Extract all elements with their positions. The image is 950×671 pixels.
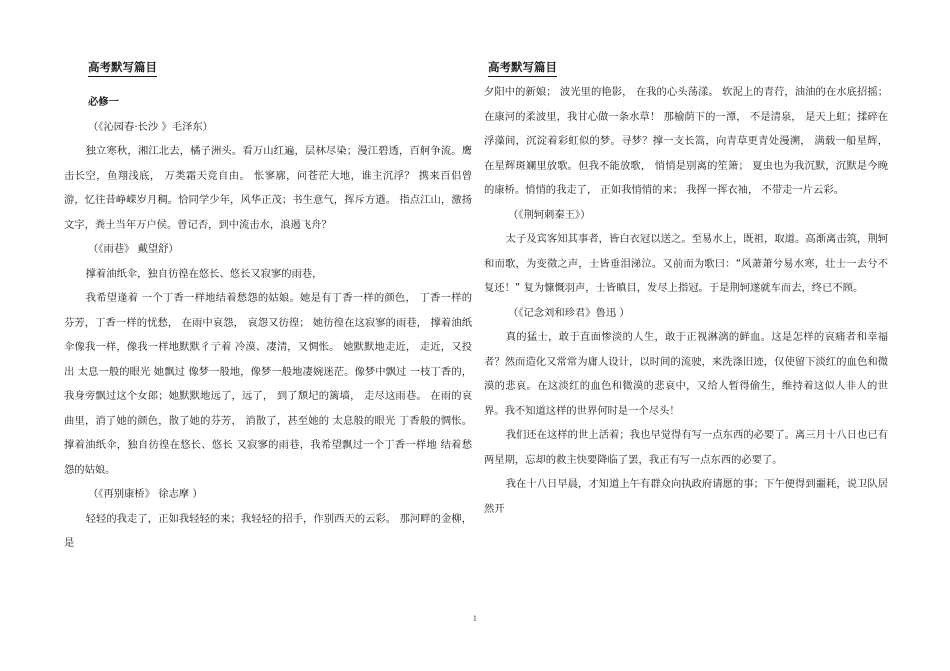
- page-number: 1: [472, 615, 478, 623]
- text4-source: （《荆轲刺秦王》）: [508, 208, 591, 221]
- text5-paragraph-2: 我们还在这样的世上活着；我也早觉得有写一点东西的必要了。离三月十八日也已有两星期，忘却的救主快要降临了罢，我正有写一点东西的必要了。: [484, 429, 888, 466]
- poem1-source: （《沁园春·长沙 》毛泽东）: [88, 120, 213, 133]
- poem2-paragraph-2: 我希望逢着 一个丁香一样地结着愁怨的姑娘。她是有丁香一样的颜色， 丁香一样的芬芳，丁香一样的忧愁， 在雨中哀怨， 哀怨又彷徨； 她彷徨在这寂寥的雨巷， 撑着油纸伞像我一样，像我一样地默默彳亍着 冷漠、凄清，又惆怅。 她默默地走近， 走近，又投出 太息一般的眼光 她飘过 像梦一般地，像梦一般地凄婉迷茫。像梦中飘过 一枝丁香的， 我身旁飘过这个女郎；她默默地远了，远了， 到了颓圮的篱墙， 走尽这雨巷。 在雨的哀曲里，消了她的颜色，散了她的芬芳， 消散了，甚至她的 太息般的眼光 丁香般的惆怅。 撑着油纸伞，独自彷徨在悠长、悠长 又寂寥的雨巷，我希望飘过一个丁香一样地 结着愁怨的姑娘。: [64, 292, 472, 476]
- poem2-paragraph-1: 撑着油纸伞，独自彷徨在悠长、悠长又寂寥的雨巷，: [85, 267, 323, 280]
- section-title: 必修一: [88, 96, 119, 108]
- poem3-continuation: 夕阳中的新娘； 波光里的艳影， 在我的心头荡漾。 软泥上的青荇，油油的在水底招摇；在康河的柔波里，我甘心做一条水草！ 那榆荫下的一潭， 不是清泉， 是天上虹；揉碎在浮藻间，沉淀着彩虹似的梦。寻梦？撑一支长篙，向青草更青处漫溯， 满载一船星辉， 在星辉斑斓里放歌。但我不能放歌， 悄悄是别离的笙箫； 夏虫也为我沉默，沉默是今晚的康桥。悄悄的我走了， 正如我悄悄的来； 我挥一挥衣袖， 不带走一片云彩。: [484, 86, 888, 196]
- text5-paragraph-3: 我在十八日早晨，才知道上午有群众向执政府请愿的事；下午便得到噩耗，说卫队居然开: [484, 478, 888, 515]
- left-column: [64, 56, 472, 556]
- text5-paragraph-1: 真的猛士，敢于直面惨淡的人生，敢于正视淋漓的鲜血。这是怎样的哀痛者和幸福者？然而造化又常常为庸人设计，以时间的流驶，来洗涤旧迹，仅使留下淡红的血色和微漠的悲哀。在这淡红的血色和微漠的悲哀中，又给人暂得偷生，维持着这似人非人的世界。我不知道这样的世界何时是一个尽头！: [484, 331, 888, 417]
- page-heading-right: 高考默写篇目: [488, 60, 557, 77]
- poem3-source: （《再别康桥》 徐志摩 ）: [88, 488, 203, 500]
- poem2-source: （《雨巷》 戴望舒）: [88, 243, 179, 255]
- right-column: [484, 56, 888, 521]
- poem3-paragraph-1: 轻轻的我走了，正如我轻轻的来；我轻轻的招手，作别西天的云彩。 那河畔的金柳， 是: [64, 512, 472, 549]
- text5-source: （《记念刘和珍君》鲁迅 ）: [508, 306, 630, 319]
- page-heading-left: 高考默写篇目: [88, 60, 157, 77]
- poem1-text: 独立寒秋，湘江北去，橘子洲头。看万山红遍，层林尽染；漫江碧透，百舸争流。鹰击长空，鱼翔浅底， 万类霜天竞自由。 怅寥廓，问苍茫大地，谁主沉浮？ 携来百侣曾游，忆往昔峥嵘岁月稠。恰同学少年，风华正茂；书生意气，挥斥方遒。 指点江山，激扬文字，粪土当年万户侯。曾记否，到中流击水，浪遏飞舟？: [64, 145, 472, 231]
- text4-paragraph-1: 太子及宾客知其事者，皆白衣冠以送之。至易水上，既祖，取道。高渐离击筑，荆轲和而歌，为变徵之声，士皆垂泪涕泣。又前而为歌曰：“风萧萧兮易水寒，壮士一去兮不复还！” 复为慷慨羽声，士皆瞋目，发尽上指冠。于是荆轲遂就车而去，终已不顾。: [484, 233, 888, 294]
